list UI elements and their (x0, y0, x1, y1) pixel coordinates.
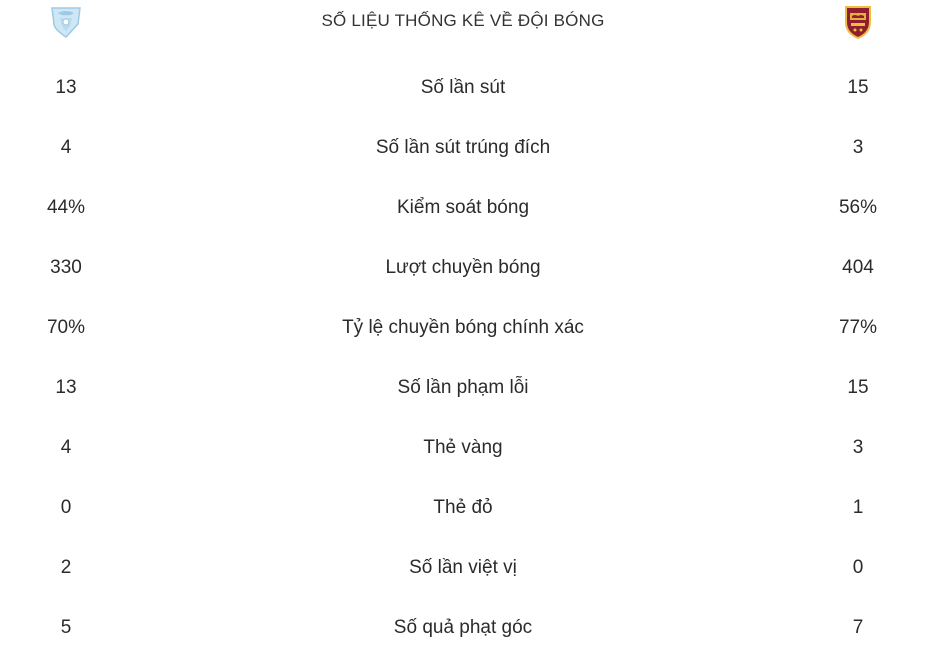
home-stat-value: 44% (46, 197, 86, 218)
home-stat-value: 70% (46, 317, 86, 338)
away-stat-value: 7 (852, 617, 864, 638)
home-stat-value: 13 (55, 77, 77, 98)
stat-label: Thẻ đỏ (433, 497, 493, 518)
stats-title: SỐ LIỆU THỐNG KÊ VỀ ĐỘI BÓNG (321, 11, 605, 30)
away-stat-value: 15 (847, 377, 869, 398)
stat-row-possession (0, 178, 926, 238)
stats-table (0, 58, 926, 658)
away-stat-value: 3 (852, 137, 864, 158)
away-stat-value: 404 (842, 257, 874, 278)
home-stat-value: 4 (60, 437, 72, 458)
stat-row-offsides (0, 538, 926, 598)
home-stat-value: 13 (55, 377, 77, 398)
stat-row-pass-accuracy (0, 298, 926, 358)
home-stat-value: 0 (60, 497, 72, 518)
stats-header (0, 0, 926, 42)
home-stat-value: 4 (60, 137, 72, 158)
away-stat-value: 3 (852, 437, 864, 458)
stat-row-corners (0, 598, 926, 658)
stat-label: Thẻ vàng (423, 437, 503, 458)
stat-label: Số lần phạm lỗi (397, 377, 529, 398)
away-stat-value: 1 (852, 497, 864, 518)
stat-label: Tỷ lệ chuyền bóng chính xác (342, 317, 584, 338)
away-stat-value: 77% (838, 317, 878, 338)
stat-row-yellow-cards (0, 418, 926, 478)
home-stat-value: 330 (50, 257, 82, 278)
away-stat-value: 15 (847, 77, 869, 98)
stat-row-shots-on-target (0, 118, 926, 178)
home-stat-value: 2 (60, 557, 72, 578)
as-roma-crest-icon (840, 4, 876, 40)
stat-label: Kiểm soát bóng (396, 197, 530, 218)
stat-label: Số lần sút (420, 77, 506, 98)
stat-label: Lượt chuyền bóng (385, 257, 541, 278)
stat-row-fouls (0, 358, 926, 418)
stat-row-red-cards (0, 478, 926, 538)
stat-label: Số quả phạt góc (393, 617, 533, 638)
home-stat-value: 5 (60, 617, 72, 638)
stat-row-shots (0, 58, 926, 118)
stat-row-passes (0, 238, 926, 298)
stat-label: Số lần sút trúng đích (375, 137, 551, 158)
away-stat-value: 0 (852, 557, 864, 578)
stat-label: Số lần việt vị (409, 557, 517, 578)
away-stat-value: 56% (838, 197, 878, 218)
